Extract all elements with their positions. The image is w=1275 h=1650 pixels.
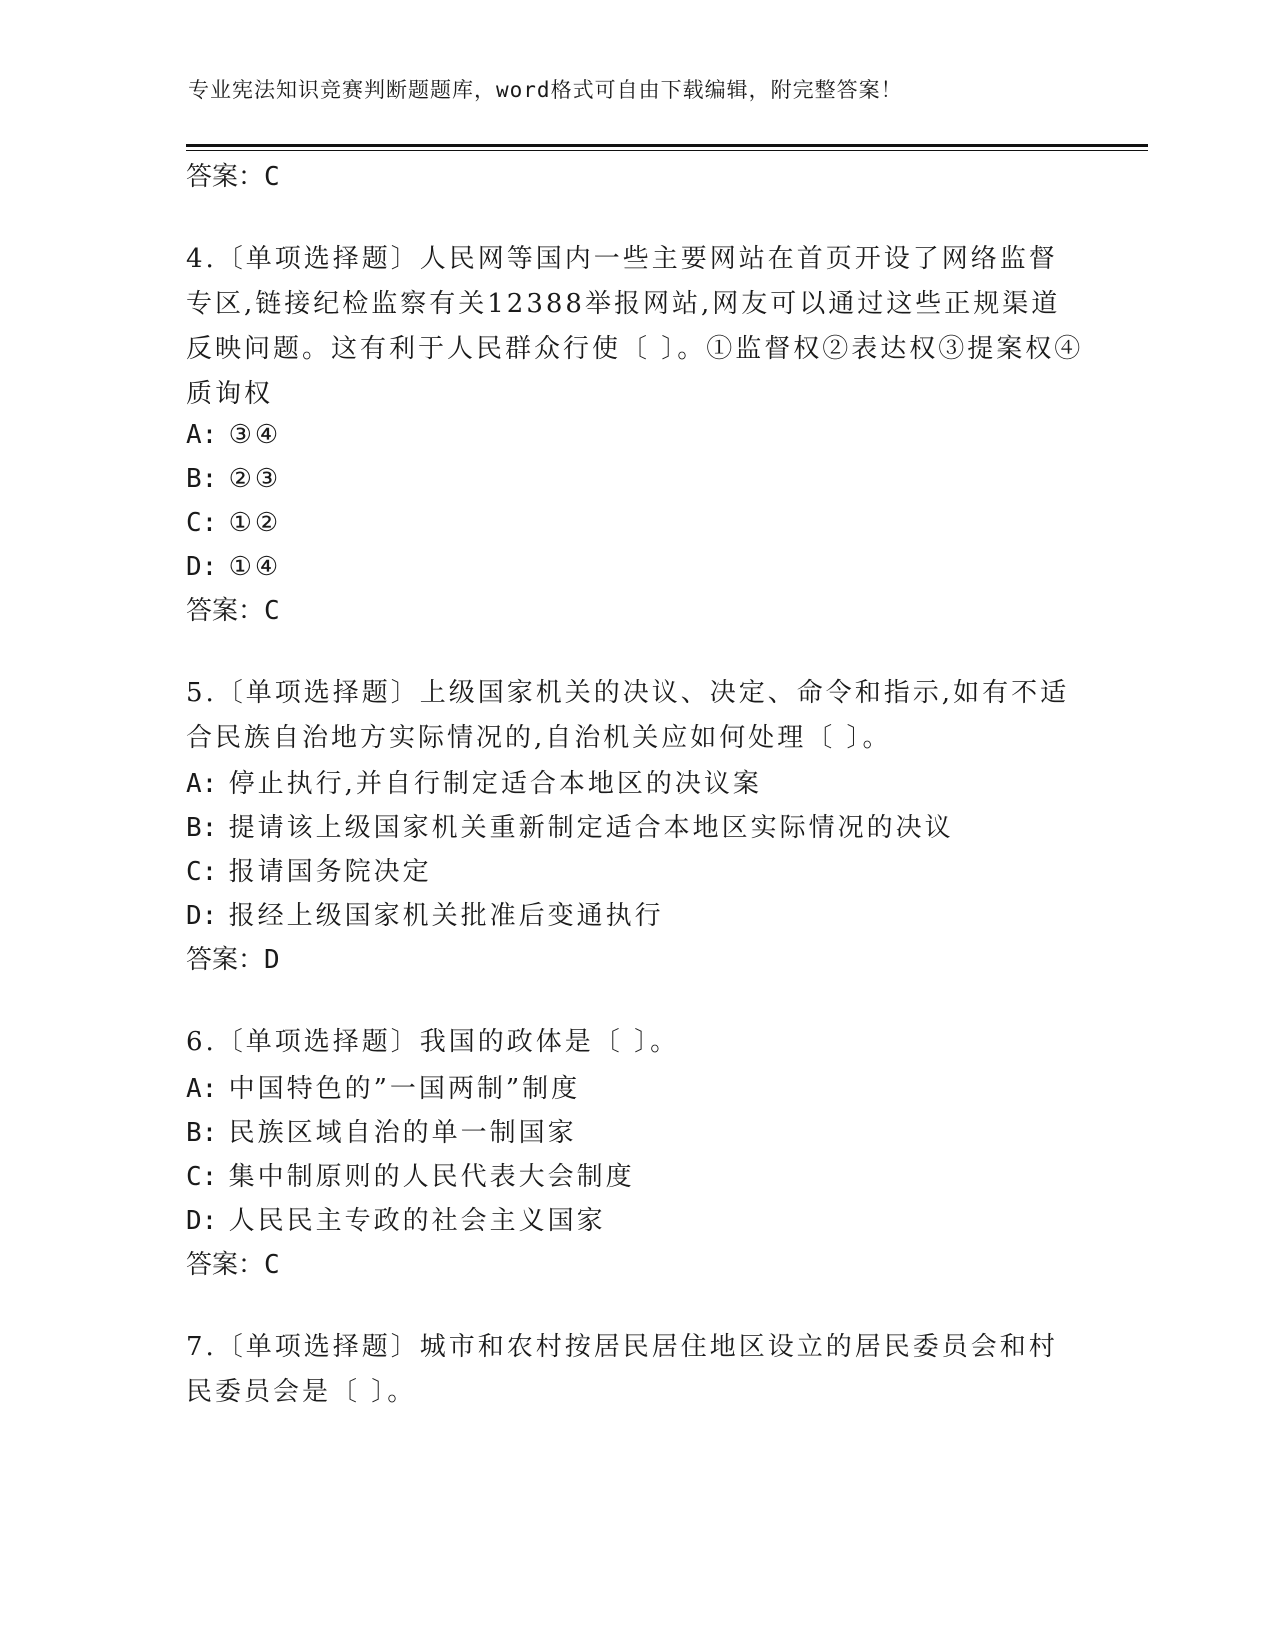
- option-b: [186, 811, 954, 845]
- option-c: [186, 855, 432, 889]
- answer-value: C: [264, 162, 280, 192]
- header-rule-thin: [186, 150, 1148, 151]
- option-text: 报请国务院决定: [228, 857, 432, 887]
- option-c: [186, 1160, 635, 1194]
- option-letter: B:: [186, 813, 218, 843]
- option-letter: C:: [186, 508, 218, 538]
- page-header: 专业宪法知识竞赛判断题题库，word格式可自由下载编辑，附完整答案！: [188, 78, 903, 102]
- answer-line: [186, 943, 280, 977]
- answer-value: D: [264, 945, 280, 975]
- option-letter: C:: [186, 1162, 218, 1192]
- option-letter: A:: [186, 1074, 218, 1104]
- question-stem: 7.〔单项选择题〕城市和农村按居民居住地区设立的居民委员会和村民委员会是〔 〕。: [186, 1332, 1058, 1407]
- option-letter: B:: [186, 1118, 218, 1148]
- option-a: [186, 418, 281, 452]
- option-a: [186, 767, 762, 801]
- option-text: ①②: [228, 508, 282, 538]
- option-c: [186, 506, 281, 540]
- option-text: ②③: [228, 464, 282, 494]
- header-rule-thick: [186, 144, 1148, 147]
- answer-label: 答案：: [186, 596, 265, 626]
- question-stem: 4.〔单项选择题〕人民网等国内一些主要网站在首页开设了网络监督专区,链接纪检监察有关12388举报网站,网友可以通过这些正规渠道反映问题。这有利于人民群众行使〔 〕。①监督权②表达权③提案权④质询权: [186, 244, 1084, 409]
- option-text: 报经上级国家机关批准后变通执行: [228, 901, 664, 931]
- option-text: ③④: [228, 420, 282, 450]
- answer-line: [186, 1248, 280, 1282]
- option-letter: D:: [186, 552, 218, 582]
- option-letter: A:: [186, 769, 218, 799]
- option-letter: B:: [186, 464, 218, 494]
- option-d: [186, 1204, 606, 1238]
- answer-line: [186, 594, 280, 628]
- option-text: ①④: [228, 552, 282, 582]
- answer-value: C: [264, 596, 280, 626]
- answer-label: 答案：: [186, 945, 265, 975]
- option-letter: D:: [186, 1206, 218, 1236]
- option-letter: C:: [186, 857, 218, 887]
- option-text: 停止执行,并自行制定适合本地区的决议案: [228, 769, 762, 799]
- answer-line: [186, 160, 280, 194]
- option-letter: D:: [186, 901, 218, 931]
- option-text: 提请该上级国家机关重新制定适合本地区实际情况的决议: [228, 813, 954, 843]
- option-text: 集中制原则的人民代表大会制度: [228, 1162, 635, 1192]
- question-stem: 6.〔单项选择题〕我国的政体是〔 〕。: [186, 1027, 680, 1057]
- answer-value: C: [264, 1250, 280, 1280]
- option-d: [186, 550, 281, 584]
- option-d: [186, 899, 664, 933]
- option-text: 中国特色的”一国两制”制度: [228, 1074, 581, 1104]
- option-a: [186, 1072, 580, 1106]
- option-b: [186, 462, 281, 496]
- option-text: 人民民主专政的社会主义国家: [228, 1206, 606, 1236]
- answer-label: 答案：: [186, 1250, 265, 1280]
- answer-label: 答案：: [186, 162, 265, 192]
- option-letter: A:: [186, 420, 218, 450]
- question-stem: 5.〔单项选择题〕上级国家机关的决议、决定、命令和指示,如有不适合民族自治地方实际情况的,自治机关应如何处理〔 〕。: [186, 678, 1070, 753]
- option-text: 民族区域自治的单一制国家: [228, 1118, 577, 1148]
- option-b: [186, 1116, 577, 1150]
